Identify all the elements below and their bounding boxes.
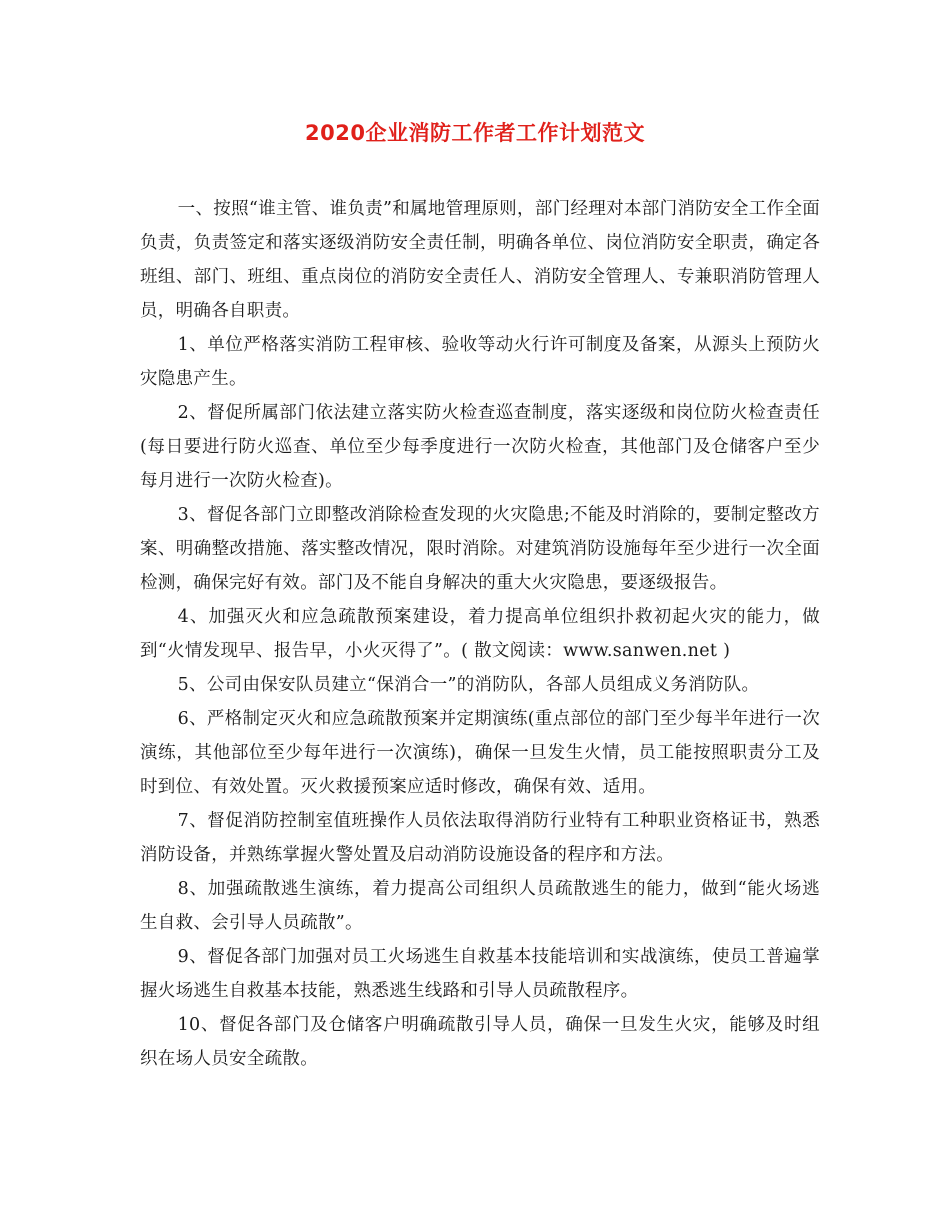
paragraph-intro: 一、按照“谁主管、谁负责”和属地管理原则，部门经理对本部门消防安全工作全面负责，负责签定和落实逐级消防安全责任制，明确各单位、岗位消防安全职责，确定各班组、部门、班组、重点岗位的消防安全责任人、消防安全管理人、专兼职消防管理人员，明确各自职责。 [140,199,820,321]
paragraph-item-7: 7、督促消防控制室值班操作人员依法取得消防行业特有工种职业资格证书，熟悉消防设备，并熟练掌握火警处置及启动消防设施设备的程序和方法。 [140,811,820,865]
paragraph-item-5: 5、公司由保安队员建立“保消合一”的消防队，各部人员组成义务消防队。 [177,675,760,695]
document-body [140,192,820,1076]
paragraph-item-8: 8、加强疏散逃生演练，着力提高公司组织人员疏散逃生的能力，做到“能火场逃生自救、会引导人员疏散”。 [140,879,820,933]
document-title: 2020企业消防工作者工作计划范文 [305,121,645,145]
paragraph-item-1: 1、单位严格落实消防工程审核、验收等动火行许可制度及备案，从源头上预防火灾隐患产生。 [140,335,820,389]
paragraph-item-10: 10、督促各部门及仓储客户明确疏散引导人员，确保一旦发生火灾，能够及时组织在场人员安全疏散。 [140,1015,820,1069]
paragraph-item-3: 3、督促各部门立即整改消除检查发现的火灾隐患;不能及时消除的，要制定整改方案、明确整改措施、落实整改情况，限时消除。对建筑消防设施每年至少进行一次全面检测，确保完好有效。部门及不能自身解决的重大火灾隐患，要逐级报告。 [140,505,820,593]
paragraph-item-4: 4、加强灭火和应急疏散预案建设，着力提高单位组织扑救初起火灾的能力，做到“火情发现早、报告早，小火灭得了”。( 散文阅读：www.sanwen.net ) [140,607,820,661]
paragraph-item-2: 2、督促所属部门依法建立落实防火检查巡查制度，落实逐级和岗位防火检查责任(每日要进行防火巡查、单位至少每季度进行一次防火检查，其他部门及仓储客户至少每月进行一次防火检查)。 [140,403,820,491]
paragraph-item-9: 9、督促各部门加强对员工火场逃生自救基本技能培训和实战演练，使员工普遍掌握火场逃生自救基本技能，熟悉逃生线路和引导人员疏散程序。 [140,947,820,1001]
paragraph-item-6: 6、严格制定灭火和应急疏散预案并定期演练(重点部位的部门至少每半年进行一次演练，其他部位至少每年进行一次演练)，确保一旦发生火情，员工能按照职责分工及时到位、有效处置。灭火救援预案应适时修改，确保有效、适用。 [140,709,820,797]
